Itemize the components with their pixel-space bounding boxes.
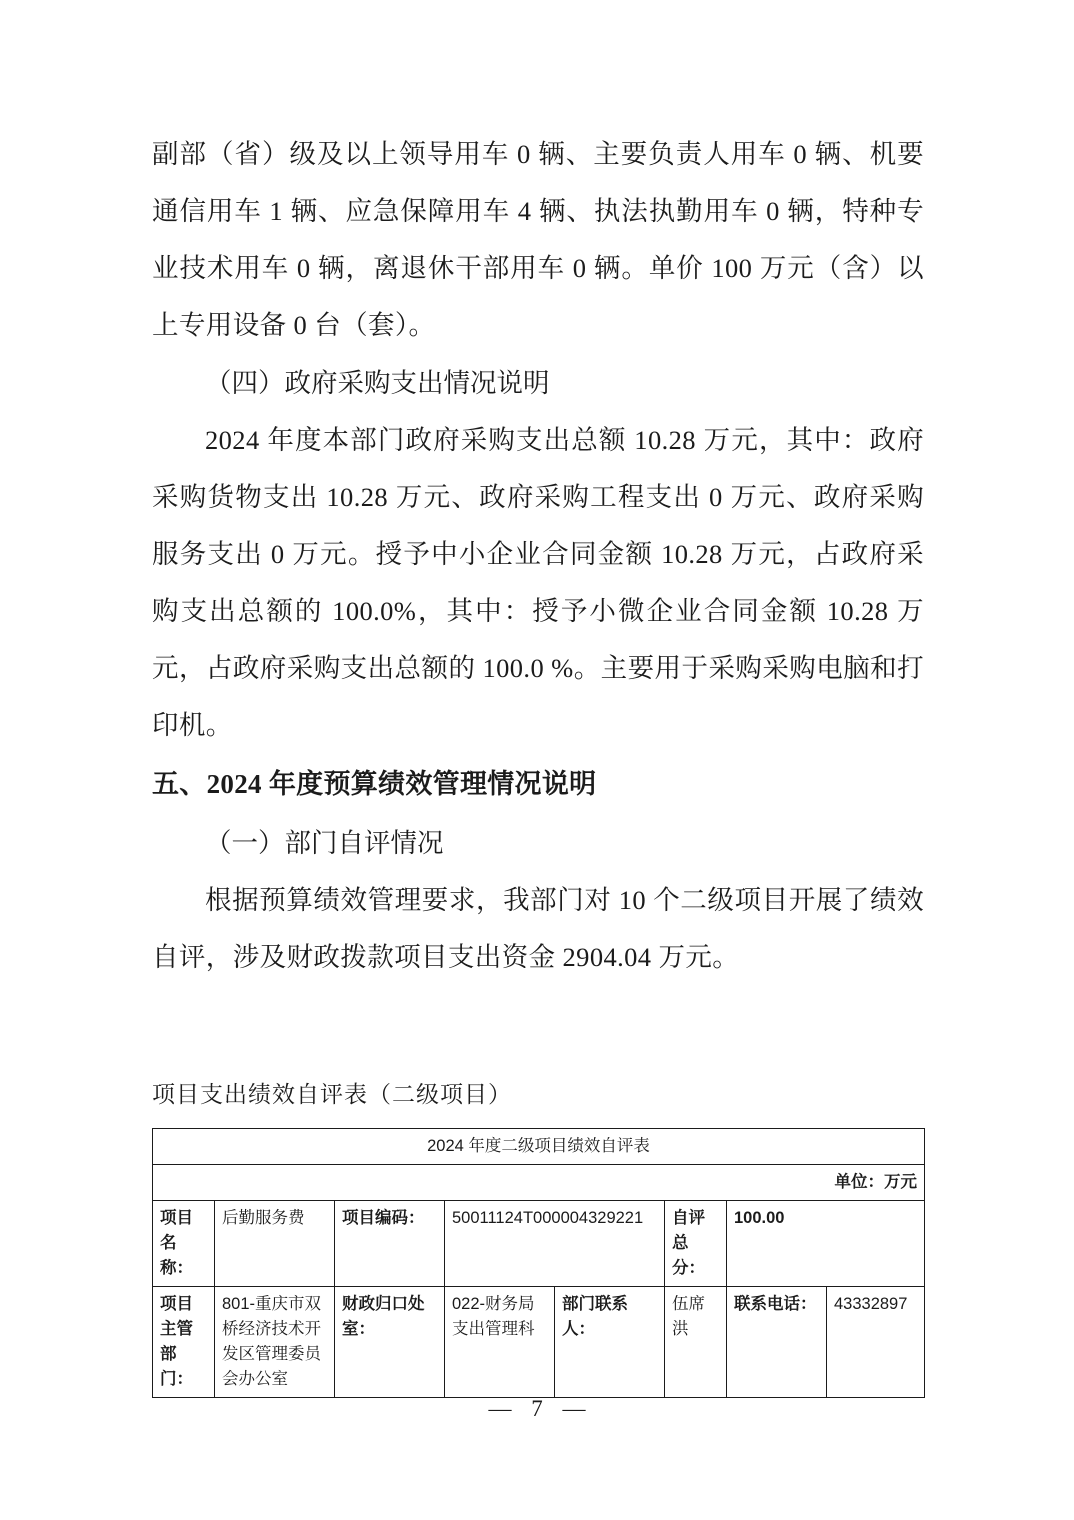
value-contact-person: 伍席洪 (665, 1287, 727, 1398)
document-body (152, 126, 924, 1398)
label-contact-person: 部门联系人： (555, 1287, 665, 1398)
value-self-score: 100.00 (727, 1201, 925, 1287)
label-contact-phone: 联系电话： (727, 1287, 827, 1398)
table-title: 2024 年度二级项目绩效自评表 (153, 1129, 925, 1165)
footer-dash-left: — (488, 1396, 512, 1421)
label-finance-department: 财政归口处室： (335, 1287, 445, 1398)
section-heading-performance: 五、2024 年度预算绩效管理情况说明 (152, 769, 597, 799)
label-project-name: 项目名称： (153, 1201, 215, 1287)
value-supervising-department: 801-重庆市双桥经济技术开发区管理委员会办公室 (215, 1287, 335, 1398)
label-supervising-department: 项目主管部门： (153, 1287, 215, 1398)
subheading-procurement: （四）政府采购支出情况说明 (205, 368, 550, 398)
paragraph-vehicles: 副部（省）级及以上领导用车 0 辆、主要负责人用车 0 辆、机要通信用车 1 辆、应急保障用车 4 辆、执法执勤用车 0 辆，特种专业技术用车 0 辆，离退休干部用车 0 辆。单价 100 万元（含）以上专用设备 0 台（套）。 (152, 139, 924, 340)
page-number: 7 (531, 1396, 543, 1421)
performance-self-evaluation-table (152, 1128, 925, 1398)
page-footer (0, 1396, 1074, 1422)
subheading-self-evaluation: （一）部门自评情况 (205, 828, 444, 858)
table-row-unit (153, 1165, 925, 1201)
value-project-name: 后勤服务费 (215, 1201, 335, 1287)
table-unit-label: 单位：万元 (153, 1165, 925, 1201)
paragraph-self-evaluation: 根据预算绩效管理要求，我部门对 10 个二级项目开展了绩效自评，涉及财政拨款项目支出资金 2904.04 万元。 (152, 885, 924, 972)
table-row (153, 1201, 925, 1287)
table-row-title (153, 1129, 925, 1165)
paragraph-procurement: 2024 年度本部门政府采购支出总额 10.28 万元，其中：政府采购货物支出 10.28 万元、政府采购工程支出 0 万元、政府采购服务支出 0 万元。授予中小企业合同金额 10.28 万元，占政府采购支出总额的 100.0%，其中：授予小微企业合同金额 10.28 万元，占政府采购支出总额的 100.0 %。主要用于采购采购电脑和打印机。 (152, 425, 924, 740)
value-contact-phone: 43332897 (827, 1287, 925, 1398)
table-row (153, 1287, 925, 1398)
footer-dash-right: — (562, 1396, 586, 1421)
value-project-code: 50011124T000004329221 (445, 1201, 665, 1287)
table-caption: 项目支出绩效自评表（二级项目） (152, 1081, 512, 1107)
value-finance-department: 022-财务局支出管理科 (445, 1287, 555, 1398)
label-self-score: 自评总分： (665, 1201, 727, 1287)
label-project-code: 项目编码： (335, 1201, 445, 1287)
